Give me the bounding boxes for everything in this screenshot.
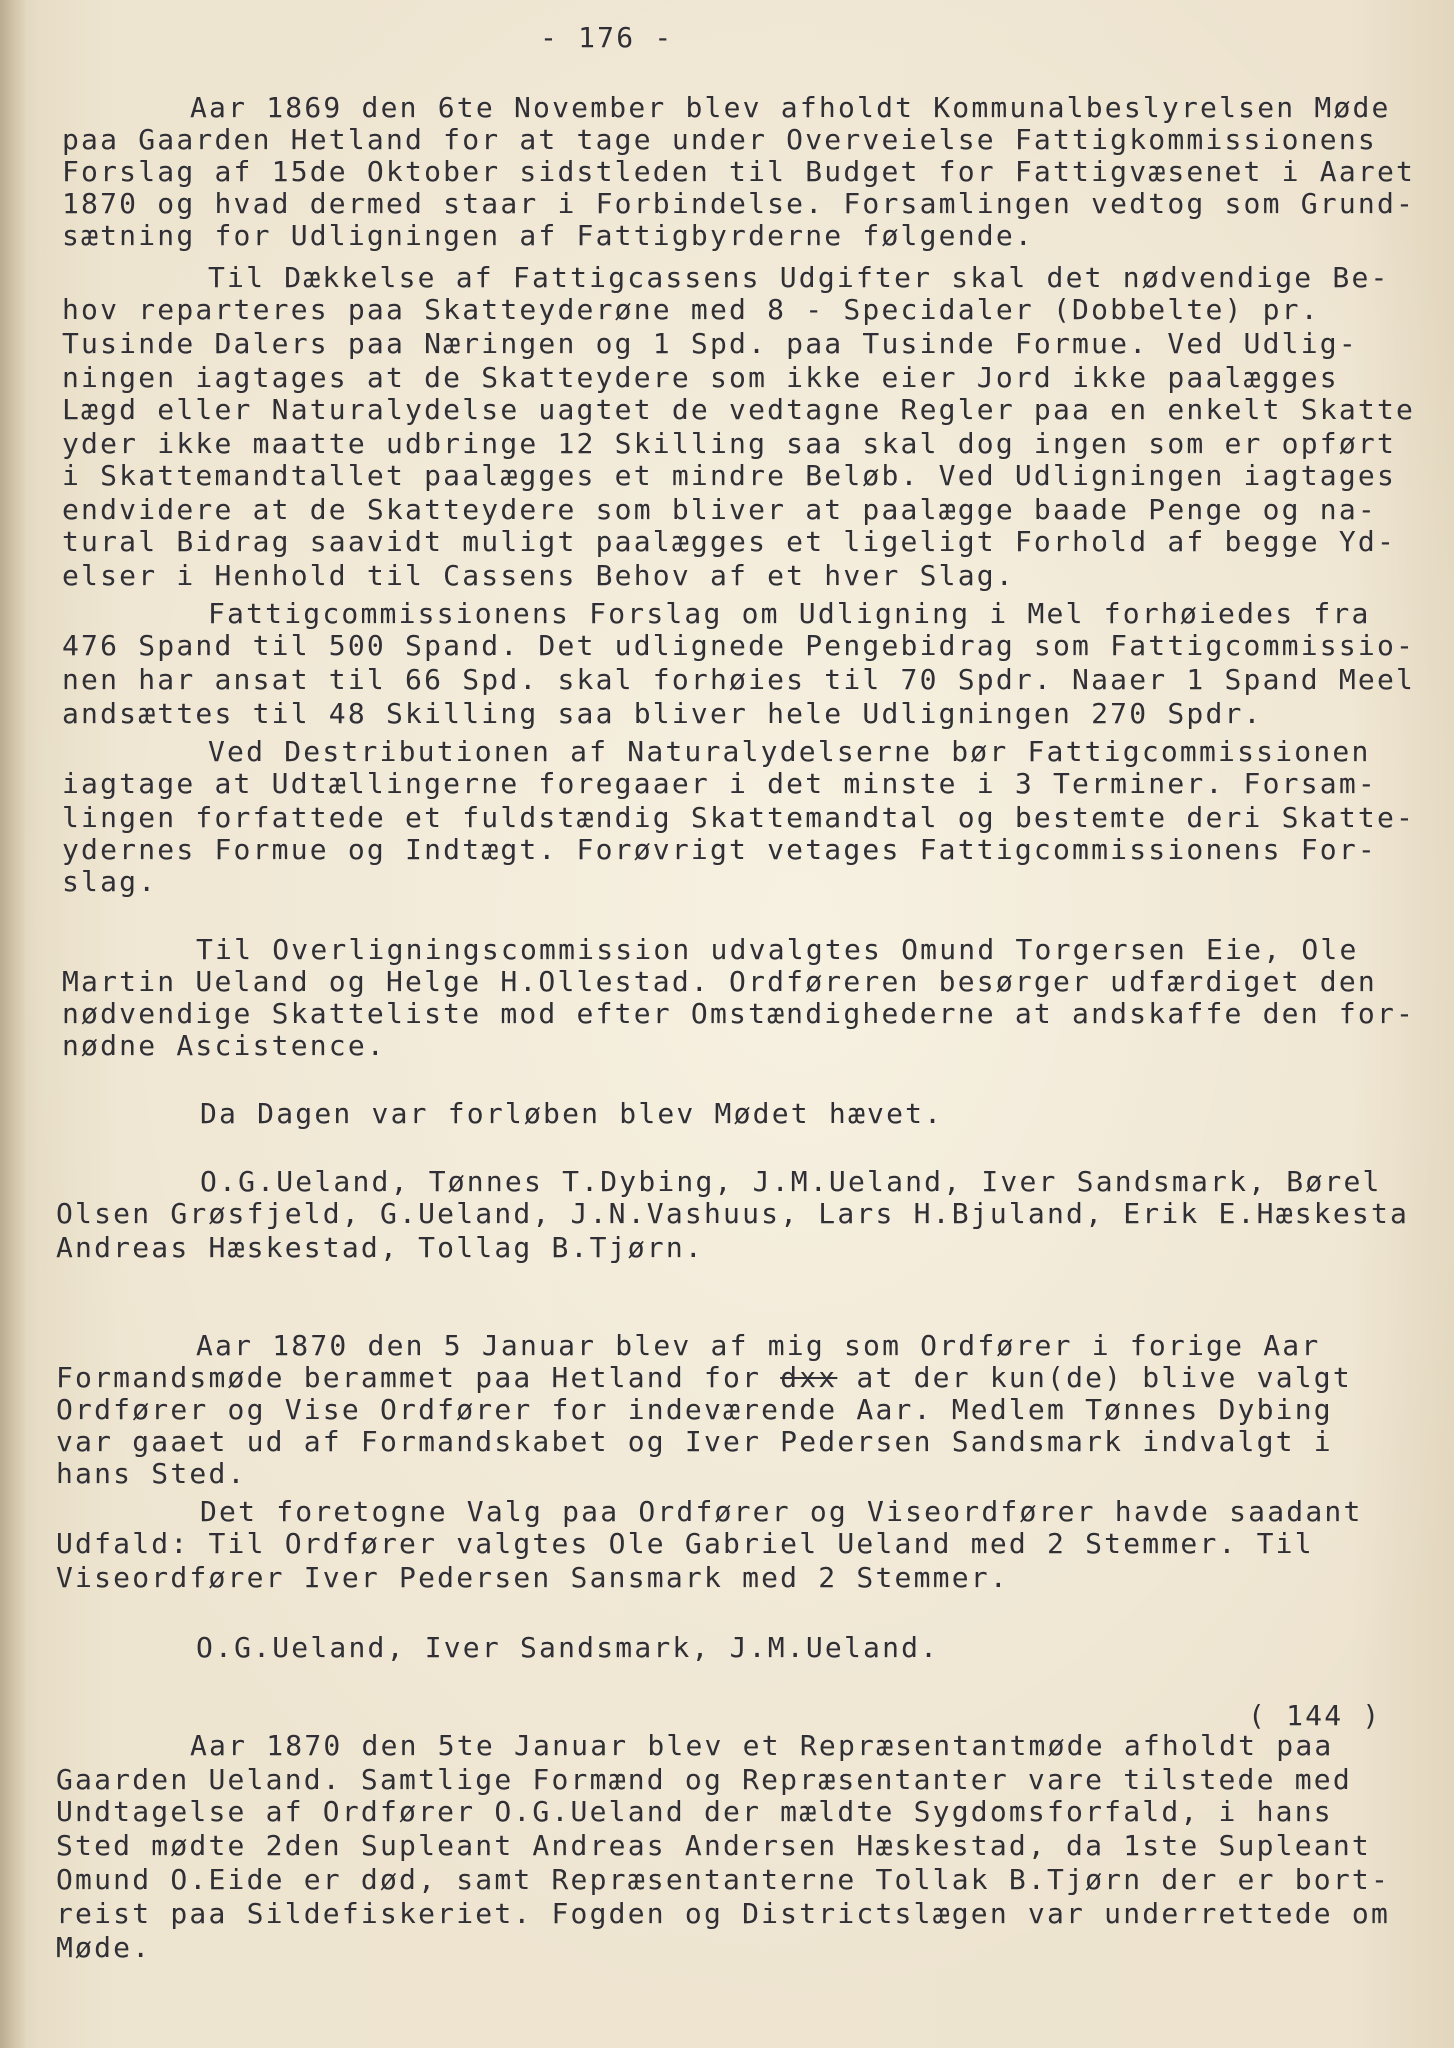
text-line: tural Bidrag saavidt muligt paalægges et ligeligt Forhold af begge Yd-: [62, 525, 1397, 558]
text-line: Lægd eller Naturalydelse uagtet de vedtagne Regler paa en enkelt Skatte: [62, 393, 1416, 426]
text-line: Martin Ueland og Helge H.Ollestad. Ordføreren besørger udfærdiget den: [62, 965, 1377, 998]
text-line: hans Sted.: [56, 1457, 247, 1490]
text-segment: at der kun(de) blive valgt: [837, 1361, 1352, 1394]
text-line: nødne Ascistence.: [62, 1029, 386, 1062]
text-line: 476 Spand til 500 Spand. Det udlignede Pengebidrag som Fattigcommissio-: [62, 629, 1416, 662]
text-line: Til Overligningscommission udvalgtes Omund Torgersen Eie, Ole: [196, 933, 1359, 966]
page-binding-edge: [0, 0, 26, 2048]
text-line: reist paa Sildefiskeriet. Fogden og Districtslægen var underrettede om: [56, 1897, 1391, 1930]
signature-line: O.G.Ueland, Tønnes T.Dybing, J.M.Ueland, Iver Sandsmark, Børel: [200, 1165, 1382, 1198]
text-line: Aar 1870 den 5 Januar blev af mig som Ordfører i forige Aar: [196, 1329, 1321, 1362]
text-line: ydernes Formue og Indtægt. Forøvrigt vetages Fattigcommissionens For-: [62, 833, 1377, 866]
text-line: Det foretogne Valg paa Ordfører og Viseordfører havde saadant: [200, 1495, 1363, 1528]
text-line: Omund O.Eide er død, samt Repræsentanterne Tollak B.Tjørn der er bort-: [56, 1863, 1391, 1896]
page-number: - 176 -: [540, 21, 674, 54]
text-line: Tusinde Dalers paa Næringen og 1 Spd. paa Tusinde Formue. Ved Udlig-: [62, 327, 1358, 360]
text-line: Ordfører og Vise Ordfører for indeværende Aar. Medlem Tønnes Dybing: [56, 1393, 1333, 1426]
text-line: Aar 1870 den 5te Januar blev et Repræsentantmøde afholdt paa: [190, 1729, 1334, 1762]
text-line: i Skattemandtallet paalægges et mindre Beløb. Ved Udligningen iagtages: [62, 459, 1397, 492]
text-segment: Formandsmøde berammet paa Hetland for: [56, 1361, 781, 1394]
text-line: lingen forfattede et fuldstændig Skattemandtal og bestemte deri Skatte-: [62, 801, 1416, 834]
text-line: nødvendige Skatteliste mod efter Omstændighederne at andskaffe den for-: [62, 997, 1416, 1030]
signature-line: Olsen Grøsfjeld, G.Ueland, J.N.Vashuus, Lars H.Bjuland, Erik E.Hæskesta: [56, 1197, 1410, 1230]
text-line: endvidere at de Skatteydere som bliver at paalægge baade Penge og na-: [62, 493, 1377, 526]
signature-line: O.G.Ueland, Iver Sandsmark, J.M.Ueland.: [196, 1631, 940, 1664]
text-line: Sted mødte 2den Supleant Andreas Andersen Hæskestad, da 1ste Supleant: [56, 1829, 1371, 1862]
text-line: iagtage at Udtællingerne foregaaer i det minste i 3 Terminer. Forsam-: [62, 767, 1377, 800]
text-line: Fattigcommissionens Forslag om Udligning i Mel forhøiedes fra: [208, 597, 1371, 630]
text-line: Da Dagen var forløben blev Mødet hævet.: [200, 1097, 944, 1130]
text-line: [56, 1362, 1352, 1394]
text-line: Møde.: [56, 1931, 152, 1964]
text-line: Udfald: Til Ordfører valgtes Ole Gabriel Ueland med 2 Stemmer. Til: [56, 1527, 1314, 1560]
text-line: elser i Henhold til Cassens Behov af et hver Slag.: [62, 559, 1015, 592]
text-line: yder ikke maatte udbringe 12 Skilling saa skal dog ingen som er opført: [62, 427, 1397, 460]
struck-word: dxx: [780, 1361, 838, 1394]
text-line: Forslag af 15de Oktober sidstleden til Budget for Fattigvæsenet i Aaret: [62, 155, 1416, 188]
text-line: 1870 og hvad dermed staar i Forbindelse. Forsamlingen vedtog som Grund-: [62, 187, 1416, 220]
text-line: andsættes til 48 Skilling saa bliver hele Udligningen 270 Spdr.: [62, 697, 1263, 730]
text-line: Ved Destributionen af Naturalydelserne bør Fattigcommissionen: [208, 735, 1371, 768]
page-reference: ( 144 ): [1248, 1699, 1382, 1732]
text-line: var gaaet ud af Formandskabet og Iver Pedersen Sandsmark indvalgt i: [56, 1425, 1333, 1458]
text-line: hov reparteres paa Skatteyderøne med 8 - Specidaler (Dobbelte) pr.: [62, 293, 1320, 326]
text-line: sætning for Udligningen af Fattigbyrderne følgende.: [62, 219, 1034, 252]
text-line: Til Dækkelse af Fattigcassens Udgifter skal det nødvendige Be-: [208, 261, 1390, 294]
text-line: Undtagelse af Ordfører O.G.Ueland der mældte Sygdomsforfald, i hans: [56, 1795, 1333, 1828]
text-line: ningen iagtages at de Skatteydere som ikke eier Jord ikke paalægges: [62, 361, 1339, 394]
text-line: paa Gaarden Hetland for at tage under Overveielse Fattigkommissionens: [62, 123, 1377, 156]
text-line: nen har ansat til 66 Spd. skal forhøies til 70 Spdr. Naaer 1 Spand Meel: [62, 663, 1416, 696]
text-line: Aar 1869 den 6te November blev afholdt Kommunalbeslyrelsen Møde: [190, 91, 1391, 124]
text-line: Gaarden Ueland. Samtlige Formænd og Repræsentanter vare tilstede med: [56, 1763, 1352, 1796]
text-line: slag.: [62, 865, 158, 898]
text-line: Viseordfører Iver Pedersen Sansmark med 2 Stemmer.: [56, 1561, 1009, 1594]
signature-line: Andreas Hæskestad, Tollag B.Tjørn.: [56, 1231, 704, 1264]
